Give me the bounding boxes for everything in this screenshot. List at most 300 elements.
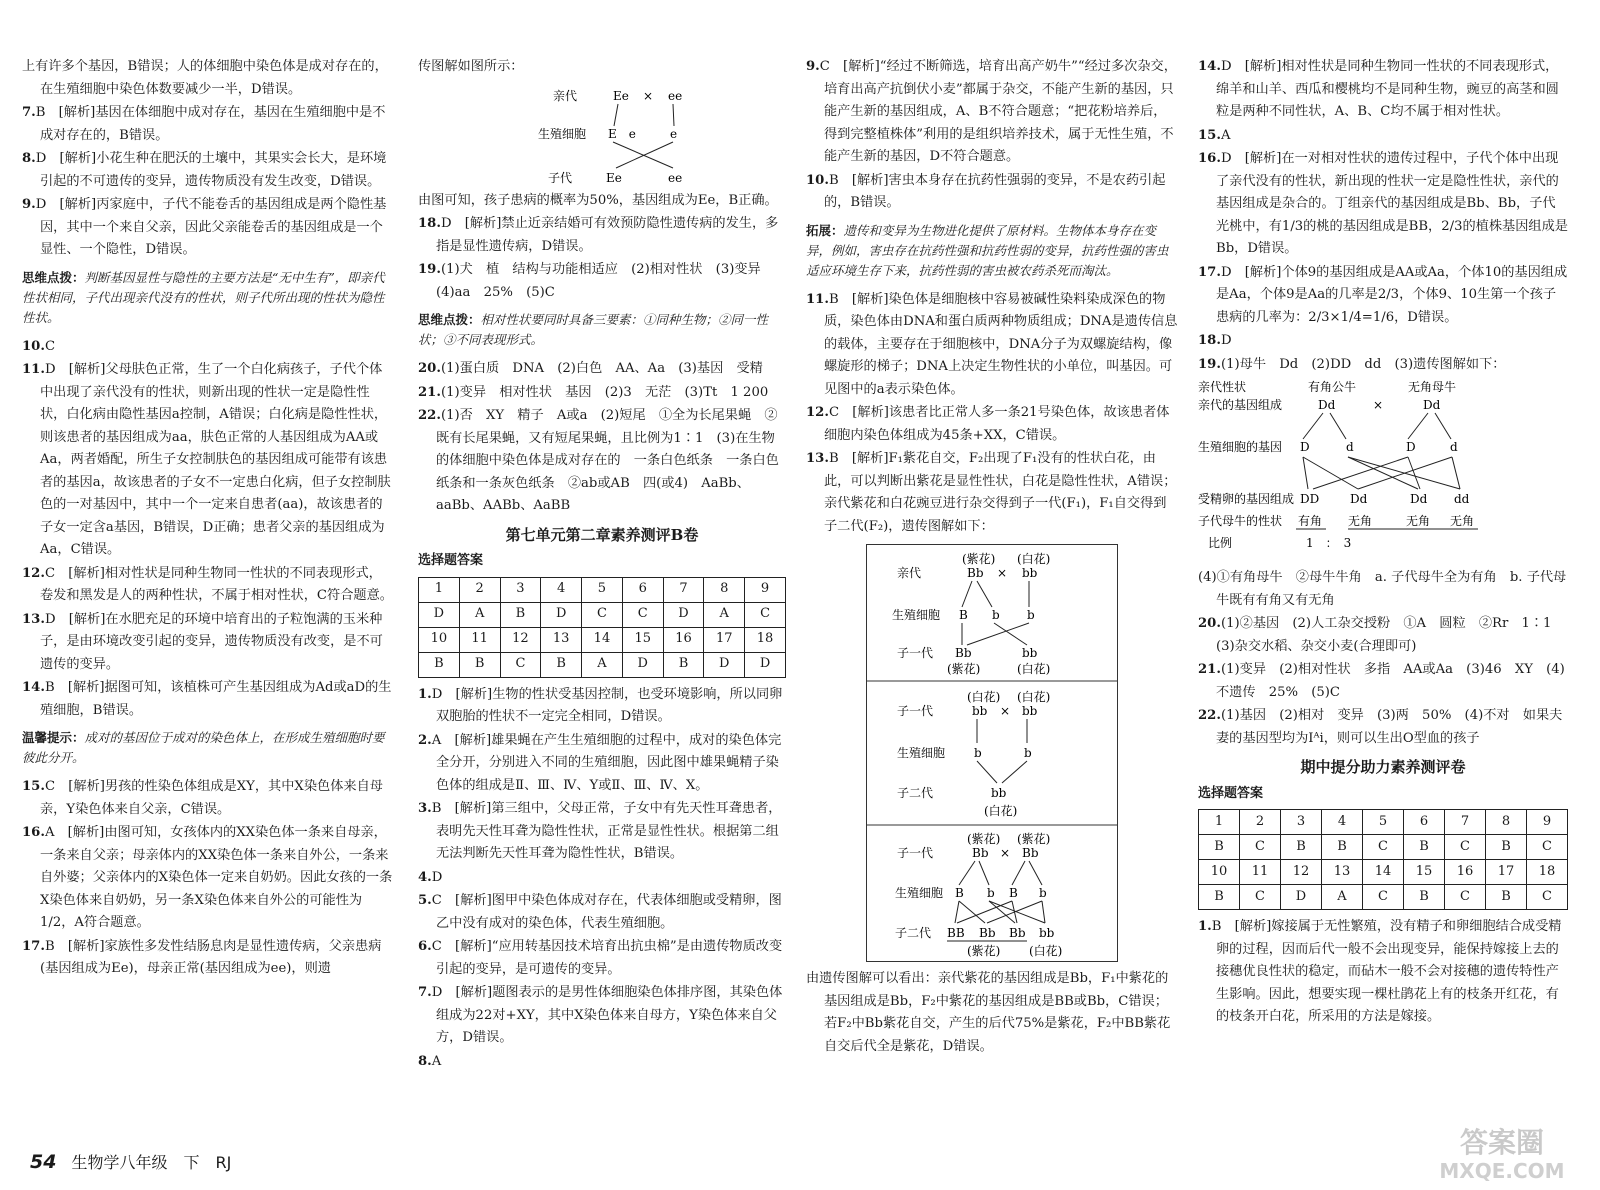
answer-item bbox=[1198, 262, 1568, 330]
answer-cell: 16 bbox=[663, 627, 704, 652]
item-text: D [解析]禁止近亲结婚可有效预防隐性遗传病的发生，多指是显性遗传病，D错误。 bbox=[436, 216, 779, 254]
answer-cell: B bbox=[419, 652, 460, 677]
item-number: 12. bbox=[806, 405, 829, 420]
answer-row bbox=[419, 577, 786, 602]
purple-label: (紫花) bbox=[962, 552, 996, 566]
label-f1: 子一代 bbox=[897, 704, 934, 718]
answer-item bbox=[806, 289, 1178, 402]
purple-label: (紫花) bbox=[1017, 832, 1051, 846]
item-number: 21. bbox=[418, 384, 441, 400]
item-number: 20. bbox=[1198, 616, 1221, 631]
geno-Bb: Bb bbox=[955, 646, 972, 660]
answer-list bbox=[1198, 916, 1568, 1029]
answer-cell: 7 bbox=[1445, 810, 1486, 835]
warm-tip bbox=[22, 728, 394, 768]
item-text: (1)变异 相对性状 基因 (2)3 无茫 (3)Tt 1 200 bbox=[440, 384, 769, 400]
item-number: 15. bbox=[1198, 127, 1221, 143]
item-text: C [解析]男孩的性染色体组成是XY，其中X染色体来自母亲，Y染色体来自父亲，C错误。 bbox=[40, 779, 383, 817]
answer-cell: B bbox=[541, 652, 582, 677]
answer-cell: 10 bbox=[419, 627, 460, 652]
item-number: 11. bbox=[806, 291, 829, 307]
answer-cell: D bbox=[541, 602, 582, 627]
answer-row bbox=[1199, 860, 1568, 885]
answer-cell: B bbox=[1486, 835, 1527, 860]
answer-cell: D bbox=[663, 602, 704, 627]
geno-Dd: Dd bbox=[1318, 398, 1336, 412]
item-text: B [解析]家族性多发性结肠息肉是显性遗传病，父亲患病(基因组成为Ee)，母亲正常(基因组成为ee)，则遗 bbox=[40, 938, 382, 976]
item-number: 10. bbox=[806, 172, 829, 188]
item-text: D [解析]个体9的基因组成是AA或Aa，个体10的基因组成是Aa，个体9是Aa的几率是2/3，个体9、10生第一个孩子患病的几率为：2/3×1/4=1/6，D错误。 bbox=[1216, 264, 1568, 325]
geno-Bb: Bb bbox=[967, 566, 984, 580]
answer-cell: 14 bbox=[582, 627, 623, 652]
cow-cross-diagram bbox=[1198, 377, 1538, 567]
answer-row bbox=[1199, 835, 1568, 860]
answer-item bbox=[418, 213, 786, 258]
section-title: 期中提分助力素养测评卷 bbox=[1300, 758, 1466, 776]
geno-Bb: Bb bbox=[979, 926, 996, 940]
item-text: D [解析]父母肤色正常，生了一个白化病孩子，子代个体中出现了亲代没有的性状，则新出现的性状一定是隐性性状，白化病由隐性基因a控制，A错误；白化病是隐性性状，则该患者的基因组成为aa，肤色正常的人基因组成为AA或Aa，两者婚配，所生子女控制肤色的基因组成可能带有该患者的基因a，故该患者的子女不一定患白化病，但子女控制肤色的一对基因中，其中一个一定来自患者(aa)，故该患者的子女一定含a基因，B错误，D正确；患者父亲的基因组成为Aa，C错误。 bbox=[40, 362, 391, 557]
geno-bb: bb bbox=[1022, 646, 1038, 660]
item-number: 5. bbox=[418, 893, 432, 908]
answer-item bbox=[22, 148, 394, 193]
gamete-b: e bbox=[670, 126, 678, 141]
trait-horned: 有角 bbox=[1298, 514, 1323, 528]
item-number: 19. bbox=[1198, 356, 1221, 372]
geno-Dd: Dd bbox=[1410, 492, 1428, 506]
answer-cell: D bbox=[622, 652, 663, 677]
answer-item bbox=[1198, 659, 1568, 704]
answer-list bbox=[22, 336, 394, 723]
geno-Bb: Bb bbox=[1022, 846, 1039, 860]
answer-cell: C bbox=[1240, 885, 1281, 910]
geno-Bb: Bb bbox=[1009, 926, 1026, 940]
answer-item bbox=[1198, 56, 1568, 124]
answer-item bbox=[1198, 705, 1568, 750]
item-number: 9. bbox=[22, 197, 36, 212]
item-number: 7. bbox=[22, 105, 36, 120]
item-text: D [解析]题图表示的是男性体细胞染色体排序图，其染色体组成为22对+XY，其中X染色体来自母方，Y染色体来自父方，D错误。 bbox=[431, 985, 783, 1045]
answer-key-table bbox=[418, 577, 786, 678]
item-text: A [解析]雄果蝇在产生生殖细胞的过程中，成对的染色体完全分开，分别进入不同的生殖细胞，因此图中雄果蝇精子染色体的组成是Ⅱ、Ⅲ、Ⅳ、Y或Ⅱ、Ⅲ、Ⅳ、X。 bbox=[431, 732, 782, 793]
label-parent: 亲代 bbox=[897, 566, 922, 580]
trait-hornless: 无角 bbox=[1406, 514, 1431, 528]
answer-cell: 9 bbox=[1527, 810, 1568, 835]
answer-row bbox=[419, 652, 786, 677]
offspring-a: Ee bbox=[606, 170, 622, 185]
item-text: C [解析]“应用转基因技术培育出抗虫棉”是由遗传物质改变引起的变异，是可遗传的变异。 bbox=[431, 939, 783, 977]
item-number: 18. bbox=[418, 216, 441, 231]
item-text: B [解析]F₁紫花自交，F₂出现了F₁没有的性状白花，由此，可以判断出紫花是显性性状，白花是隐性性状，A错误；亲代紫花和白花豌豆进行杂交得到子一代(F₁)，F₁自交得到子二代(F₂)，遗传图解如下： bbox=[824, 451, 1177, 534]
answer-cell: C bbox=[1445, 885, 1486, 910]
horned-bull: 有角公牛 bbox=[1308, 380, 1357, 394]
label-gamete: 生殖细胞 bbox=[895, 886, 944, 900]
answer-cell: B bbox=[1199, 835, 1240, 860]
answer-item bbox=[1198, 148, 1568, 261]
answer-row bbox=[419, 627, 786, 652]
answer-item bbox=[418, 867, 786, 890]
item-number: 3. bbox=[418, 801, 432, 816]
label-f1: 子一代 bbox=[897, 846, 934, 860]
item-text: D bbox=[431, 869, 443, 885]
answer-cell: B bbox=[1404, 885, 1445, 910]
item-number: 17. bbox=[22, 938, 45, 954]
geno-Dd: Dd bbox=[1350, 492, 1368, 506]
item-text: B [解析]据图可知，该植株可产生基因组成为Ad或aD的生殖细胞，B错误。 bbox=[40, 680, 392, 718]
answer-cell: A bbox=[704, 602, 745, 627]
answer-cell: 18 bbox=[745, 627, 786, 652]
answer-cell: B bbox=[1199, 885, 1240, 910]
answer-item bbox=[806, 402, 1178, 447]
answer-item bbox=[806, 170, 1178, 215]
geno-bb: bb bbox=[1022, 704, 1038, 718]
item-number: 20. bbox=[418, 361, 441, 376]
answer-item bbox=[22, 822, 394, 935]
answer-item bbox=[418, 798, 786, 866]
answer-item bbox=[806, 56, 1178, 169]
item-number: 15. bbox=[22, 779, 45, 794]
geno-DD: DD bbox=[1300, 492, 1320, 506]
answer-cell: C bbox=[582, 602, 623, 627]
item-text: A bbox=[431, 1053, 442, 1069]
answer-cell: C bbox=[1527, 835, 1568, 860]
genetic-diagram-box bbox=[866, 544, 1118, 962]
item-number: 8. bbox=[22, 151, 36, 166]
answer-item bbox=[418, 936, 786, 981]
gamete-b: b bbox=[1024, 746, 1032, 760]
white-label: (白花) bbox=[1029, 944, 1063, 958]
geno-bb: bb bbox=[1022, 566, 1038, 580]
answer-row bbox=[1199, 810, 1568, 835]
answer-cell: 17 bbox=[704, 627, 745, 652]
answer-cell: A bbox=[582, 652, 623, 677]
label-trait: 亲代性状 bbox=[1198, 380, 1247, 394]
answer-item bbox=[418, 259, 786, 304]
flower-cross-diagram bbox=[867, 545, 1117, 961]
label-f2: 子二代 bbox=[895, 926, 932, 940]
item-text: (1)母牛 Dd (2)DD dd (3)遗传图解如下： bbox=[1220, 356, 1506, 372]
answer-list bbox=[806, 56, 1178, 215]
label-f2: 子二代 bbox=[897, 786, 934, 800]
answer-cell: 17 bbox=[1486, 860, 1527, 885]
answer-cell: 6 bbox=[1404, 810, 1445, 835]
geno-Dd: Dd bbox=[1423, 398, 1441, 412]
answer-cell: 5 bbox=[582, 577, 623, 602]
item-text: A [解析]由图可知，女孩体内的XX染色体一条来自母亲，一条来自父亲；母亲体内的XX染色体一条来自外公，一条来自外婆；父亲体内的X染色体一定来自奶奶。因此女孩的一条X染色体来自奶奶，另一条X染色体来自外公的可能性为1/2，A符合题意。 bbox=[40, 825, 393, 930]
answer-cell: 4 bbox=[541, 577, 582, 602]
item-text: D [解析]生物的性状受基因控制，也受环境影响，所以同卵双胞胎的性状不一定完全相同，D错误。 bbox=[431, 686, 783, 724]
diagram-explanation: 由遗传图解可以看出：亲代紫花的基因组成是Bb，F₁中紫花的基因组成是Bb，F₂中紫花的基因组成是BB或Bb，C错误；若F₂中Bb紫花自交，产生的后代75%是紫花，F₂中BB紫花自交后代全是紫花，D错误。 bbox=[806, 971, 1171, 1054]
tip-text: 成对的基因位于成对的染色体上，在形成生殖细胞时要彼此分开。 bbox=[22, 730, 385, 765]
purple-label: (紫花) bbox=[967, 832, 1001, 846]
answer-list bbox=[1198, 567, 1568, 750]
item-number: 10. bbox=[22, 338, 45, 354]
gamete-B: B bbox=[955, 886, 964, 900]
lead-text: 传图解如图所示： bbox=[418, 59, 524, 74]
section-title: 第七单元第二章素养测评B卷 bbox=[505, 525, 699, 544]
item-text: (1)②基因 (2)人工杂交授粉 ①A 圆粒 ②Rr 1∶1 (3)杂交水稻、杂交小麦(合理即可) bbox=[1216, 616, 1565, 654]
item-number: 22. bbox=[1198, 708, 1221, 723]
label-gamete: 生殖细胞 bbox=[538, 126, 587, 141]
answer-cell: 13 bbox=[541, 627, 582, 652]
answer-item bbox=[1198, 916, 1568, 1029]
gamete-d: d bbox=[1450, 440, 1458, 454]
answer-cell: 11 bbox=[459, 627, 500, 652]
answer-cell: B bbox=[1486, 885, 1527, 910]
item-number: 1. bbox=[418, 686, 432, 702]
item-text: (1)变异 (2)相对性状 多指 AA或Aa (3)46 XY (4)不遗传 25% (5)C bbox=[1216, 662, 1565, 700]
answer-item bbox=[22, 563, 394, 608]
item-text: D [解析]相对性状是同种生物同一性状的不同表现形式，绵羊和山羊、西瓜和樱桃均不是同种生物，豌豆的高茎和圆粒是两种不同性状，A、B、C均不属于相对性状。 bbox=[1216, 59, 1559, 119]
item-text: (1)基因 (2)相对 变异 (3)两 50% (4)不对 如果夫妻的基因型均为Iᴬi，则可以生出O型血的孩子 bbox=[1216, 708, 1563, 746]
answer-item bbox=[418, 982, 786, 1050]
answer-cell: 4 bbox=[1322, 810, 1363, 835]
answer-list bbox=[1198, 56, 1568, 376]
answer-cell: B bbox=[1281, 835, 1322, 860]
tip-heading: 温馨提示： bbox=[22, 730, 85, 745]
answer-list bbox=[22, 56, 394, 262]
geno-Bb: Bb bbox=[972, 846, 989, 860]
extension-note bbox=[806, 221, 1178, 281]
column-3 bbox=[806, 56, 1178, 1059]
tip-text: 遗传和变异为生物进化提供了原材料。生物体本身存在变异，例如，害虫存在抗药性强和抗药性弱的变异，抗药性强的害虫适应环境生存下来，抗药性弱的害虫被农药杀死而淘汰。 bbox=[806, 222, 1169, 278]
answer-cell: B bbox=[459, 652, 500, 677]
answer-cell: B bbox=[500, 602, 541, 627]
item-number: 13. bbox=[806, 451, 829, 466]
gamete-B: B bbox=[959, 608, 968, 622]
item-text: D [解析]在水肥充足的环境中培育出的子粒饱满的玉米种子，是由环境改变引起的变异，遗传物质没有改变，是不可遗传的变异。 bbox=[40, 611, 383, 672]
label-offspring: 子代母牛的性状 bbox=[1198, 514, 1283, 528]
answer-item bbox=[22, 56, 394, 101]
answer-item bbox=[418, 684, 786, 729]
purple-label: (紫花) bbox=[947, 662, 981, 676]
answer-cell: 1 bbox=[419, 577, 460, 602]
item-number: 16. bbox=[1198, 151, 1221, 166]
answer-row bbox=[419, 602, 786, 627]
answer-cell: 18 bbox=[1527, 860, 1568, 885]
item-number: 21. bbox=[1198, 662, 1221, 677]
tip-heading: 思维点拨： bbox=[418, 312, 481, 327]
answer-item bbox=[418, 382, 786, 405]
item-number: 16. bbox=[22, 825, 45, 840]
answer-cell: D bbox=[1281, 885, 1322, 910]
answer-item bbox=[1198, 613, 1568, 658]
item-number: 1. bbox=[1198, 919, 1212, 934]
answer-list bbox=[418, 684, 786, 1074]
answer-cell: B bbox=[1404, 835, 1445, 860]
tip-text: 判断基因显性与隐性的主要方法是“无中生有”，即亲代性状相同，子代出现亲代没有的性状，则子代所出现的性状为隐性性状。 bbox=[22, 269, 385, 325]
answer-cell: B bbox=[663, 652, 704, 677]
svg-text:MXQE.COM: MXQE.COM bbox=[1439, 1159, 1565, 1183]
answer-cell: 6 bbox=[622, 577, 663, 602]
answer-list bbox=[418, 358, 786, 518]
gamete-b: b bbox=[1039, 886, 1047, 900]
geno-bb: bb bbox=[972, 704, 988, 718]
answer-item bbox=[1198, 354, 1568, 377]
answer-cell: C bbox=[500, 652, 541, 677]
gamete-b: b bbox=[974, 746, 982, 760]
item-text: C [解析]图甲中染色体成对存在，代表体细胞或受精卵，图乙中没有成对的染色体，代表生殖细胞。 bbox=[431, 893, 782, 931]
answer-list bbox=[418, 213, 786, 304]
answer-cell: D bbox=[704, 652, 745, 677]
white-label: (白花) bbox=[1017, 662, 1051, 676]
item-number: 14. bbox=[1198, 59, 1221, 74]
page-footer bbox=[30, 1150, 231, 1173]
page-number: 54 bbox=[30, 1151, 57, 1173]
cross-sign: × bbox=[1000, 704, 1011, 718]
answer-cell: 7 bbox=[663, 577, 704, 602]
answer-cell: 8 bbox=[704, 577, 745, 602]
answer-cell: 15 bbox=[622, 627, 663, 652]
answer-item bbox=[22, 609, 394, 677]
geno-bb: bb bbox=[991, 786, 1007, 800]
item-text: B [解析]嫁接属于无性繁殖，没有精子和卵细胞结合成受精卵的过程，因而后代一般不会出现变异，能保持嫁接上去的接穗优良性状的稳定，而砧木一般不会对接穗的遗传特性产生影响。因此，想要实现一棵杜鹃花上有的枝条开红花，有的枝条开白花，所采用的方法是嫁接。 bbox=[1211, 919, 1562, 1024]
parent-a: Ee bbox=[613, 88, 629, 103]
gamete-d: d bbox=[1346, 440, 1354, 454]
answer-row bbox=[1199, 885, 1568, 910]
hornless-cow: 无角母牛 bbox=[1408, 380, 1457, 394]
trait-hornless: 无角 bbox=[1348, 514, 1373, 528]
white-label: (白花) bbox=[967, 690, 1001, 704]
item-number: 19. bbox=[418, 262, 441, 277]
item-text: C [解析]该患者比正常人多一条21号染色体，故该患者体细胞内染色体组成为45条+XX，C错误。 bbox=[824, 405, 1170, 443]
item-number: 9. bbox=[806, 59, 820, 74]
answer-list bbox=[22, 776, 394, 981]
cross-diagram-ee bbox=[458, 80, 718, 190]
label-offspring: 子代 bbox=[548, 170, 573, 185]
thinking-tip bbox=[418, 310, 786, 350]
label-gamete: 生殖细胞 bbox=[892, 608, 941, 622]
answer-cell: C bbox=[745, 602, 786, 627]
item-number: 11. bbox=[22, 362, 45, 377]
answer-cell: 14 bbox=[1363, 860, 1404, 885]
answer-cell: 15 bbox=[1404, 860, 1445, 885]
thinking-tip bbox=[22, 268, 394, 328]
label-parent: 亲代 bbox=[553, 88, 578, 103]
answer-cell: 11 bbox=[1240, 860, 1281, 885]
answer-cell: C bbox=[1240, 835, 1281, 860]
item-text: 上有许多个基因，B错误；人的体细胞中染色体是成对存在的，在生殖细胞中染色体数要减少一半，D错误。 bbox=[22, 59, 388, 97]
answer-key-table bbox=[1198, 809, 1568, 910]
item-text: B [解析]第三组中，父母正常，子女中有先天性耳聋患者，表明先天性耳聋为隐性性状，正常是显性性状。根据第二组无法判断先天性耳聋为隐性性状，B错误。 bbox=[431, 801, 782, 861]
column-4 bbox=[1198, 56, 1568, 1030]
offspring-b: ee bbox=[668, 170, 683, 185]
answer-cell: C bbox=[622, 602, 663, 627]
tip-heading: 拓展： bbox=[806, 222, 844, 238]
answer-cell: B bbox=[1322, 835, 1363, 860]
item-text: D [解析]丙家庭中，子代不能卷舌的基因组成是两个隐性基因，其中一个来自父亲，因此父亲能卷舌的基因组成是一个显性、一个隐性，D错误。 bbox=[35, 197, 387, 257]
label-f1: 子一代 bbox=[897, 646, 934, 660]
item-text: C [解析]相对性状是同种生物同一性状的不同表现形式，卷发和黑发是人的两种性状，不属于相对性状，C符合题意。 bbox=[40, 565, 393, 603]
book-title: 生物学八年级 下 RJ bbox=[71, 1153, 232, 1172]
item-number: 4. bbox=[418, 869, 432, 885]
cross-sign: × bbox=[643, 88, 654, 103]
tip-text: 相对性状要同时具备三要素：①同种生物；②同一性状；③不同表现形式。 bbox=[418, 312, 769, 347]
geno-BB: BB bbox=[947, 926, 965, 940]
item-number: 18. bbox=[1198, 333, 1221, 348]
answer-item bbox=[418, 358, 786, 381]
answer-item bbox=[22, 102, 394, 147]
answer-item bbox=[418, 730, 786, 798]
answer-cell: 8 bbox=[1486, 810, 1527, 835]
item-text: D bbox=[1220, 333, 1232, 348]
item-number: 12. bbox=[22, 565, 45, 581]
answer-cell: 2 bbox=[459, 577, 500, 602]
answer-item bbox=[1198, 125, 1568, 148]
answer-item bbox=[418, 405, 786, 518]
label-geno: 亲代的基因组成 bbox=[1198, 398, 1283, 412]
geno-bb: bb bbox=[1039, 926, 1055, 940]
answer-key-label: 选择题答案 bbox=[418, 553, 484, 568]
ratio-value: 1 ： 3 bbox=[1306, 536, 1352, 550]
answer-list bbox=[806, 289, 1178, 539]
item-number: 17. bbox=[1198, 264, 1221, 280]
item-number: 7. bbox=[418, 985, 432, 1000]
label-gamete: 生殖细胞 bbox=[897, 746, 946, 760]
purple-label: (紫花) bbox=[967, 944, 1001, 958]
item-number: 14. bbox=[22, 680, 45, 695]
answer-cell: C bbox=[1527, 885, 1568, 910]
item-number: 2. bbox=[418, 732, 432, 748]
answer-cell: 3 bbox=[500, 577, 541, 602]
answer-cell: D bbox=[745, 652, 786, 677]
answer-item bbox=[22, 936, 394, 981]
answer-cell: 2 bbox=[1240, 810, 1281, 835]
column-1 bbox=[22, 56, 394, 982]
label-zygote: 受精卵的基因组成 bbox=[1198, 492, 1295, 506]
answer-cell: C bbox=[1445, 835, 1486, 860]
white-label: (白花) bbox=[1017, 690, 1051, 704]
geno-dd: dd bbox=[1454, 492, 1470, 506]
answer-item bbox=[22, 359, 394, 562]
item-text: D [解析]在一对相对性状的遗传过程中，子代个体中出现了亲代没有的性状，新出现的性状一定是隐性性状，亲代的基因组成是杂合的。丁组亲代的基因组成是Bb、Bb，子代光桃中，有1/3的桃的基因组成是BB，2/3的植株基因组成是Bb，D错误。 bbox=[1216, 151, 1568, 256]
parent-b: ee bbox=[668, 88, 683, 103]
item-text: A bbox=[1220, 127, 1231, 143]
cross-sign: × bbox=[1000, 846, 1011, 860]
gamete-B: B bbox=[1009, 886, 1018, 900]
answer-cell: 9 bbox=[745, 577, 786, 602]
cross-sign: × bbox=[1373, 398, 1384, 412]
answer-item bbox=[418, 1051, 786, 1074]
item-text: C bbox=[44, 338, 56, 354]
item-text: (1)否 XY 精子 A或a (2)短尾 ①全为长尾果蝇 ②既有长尾果蝇，又有短尾果蝇，且比例为1∶1 (3)在生物的体细胞中染色体是成对存在的 一条白色纸条 一条白色纸条和一条灰色纸条 ②ab或AB 四(或4) AaBb、aaBb、AABb、AaBB bbox=[436, 408, 779, 513]
white-label: (白花) bbox=[984, 804, 1018, 818]
answer-item bbox=[1198, 567, 1568, 612]
answer-item bbox=[806, 448, 1178, 538]
answer-item bbox=[418, 890, 786, 935]
answer-cell: 10 bbox=[1199, 860, 1240, 885]
answer-item bbox=[1198, 330, 1568, 353]
gamete-D: D bbox=[1300, 440, 1310, 454]
answer-item bbox=[22, 677, 394, 722]
item-text: B [解析]染色体是细胞核中容易被碱性染料染成深色的物质，染色体由DNA和蛋白质两种物质组成；DNA是遗传信息的载体，主要存在于细胞核中，DNA分子为双螺旋结构，像螺旋形的梯子；DNA上决定生物性状的小单位，叫基因。可见图中的a表示染色体。 bbox=[824, 291, 1178, 397]
gamete-a: E e bbox=[608, 126, 636, 141]
tip-heading: 思维点拨： bbox=[22, 269, 85, 285]
answer-cell: 5 bbox=[1363, 810, 1404, 835]
label-gamete: 生殖细胞的基因 bbox=[1198, 440, 1283, 454]
gamete-b: b bbox=[1027, 608, 1035, 622]
answer-cell: A bbox=[459, 602, 500, 627]
item-text: B [解析]基因在体细胞中成对存在，基因在生殖细胞中是不成对存在的，B错误。 bbox=[35, 105, 386, 143]
answer-item bbox=[22, 194, 394, 262]
item-text: B [解析]害虫本身存在抗药性强弱的变异，不是农药引起的，B错误。 bbox=[824, 172, 1166, 210]
item-text: (1)蛋白质 DNA (2)白色 AA、Aa (3)基因 受精 bbox=[440, 361, 763, 376]
answer-cell: 1 bbox=[1199, 810, 1240, 835]
item-number: 22. bbox=[418, 408, 441, 423]
diagram-explanation: 由图可知，孩子患病的概率为50%，基因组成为Ee，B正确。 bbox=[418, 192, 778, 208]
answer-cell: C bbox=[1363, 835, 1404, 860]
answer-cell: 13 bbox=[1322, 860, 1363, 885]
answer-cell: 12 bbox=[1281, 860, 1322, 885]
